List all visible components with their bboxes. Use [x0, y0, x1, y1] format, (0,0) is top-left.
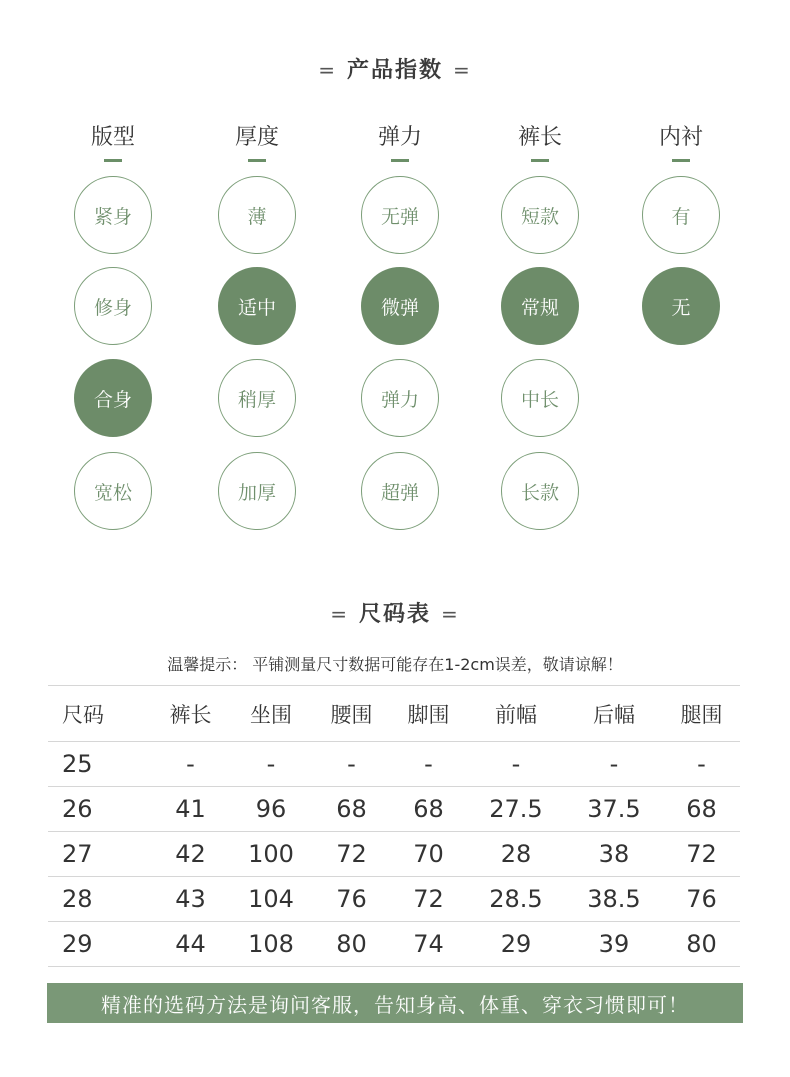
- table-cell: -: [186, 750, 195, 778]
- table-cell: 80: [336, 930, 367, 958]
- table-row: [48, 832, 740, 877]
- category-label: 裤长: [517, 125, 562, 150]
- table-cell: -: [266, 750, 276, 778]
- table-cell: 42: [175, 840, 206, 868]
- category-underline: [248, 159, 266, 162]
- option-circle: 加厚: [218, 452, 296, 530]
- product-index-title-text: 产品指数: [346, 58, 443, 83]
- option-circle: 修身: [74, 267, 152, 345]
- table-cell: 28: [500, 840, 532, 868]
- column-header: 腿围: [680, 702, 723, 727]
- category-underline: [531, 159, 549, 162]
- option-circle: 弹力: [361, 359, 439, 437]
- title-dash-left: =: [330, 602, 349, 626]
- table-cell: 74: [413, 930, 444, 958]
- table-cell: 25: [62, 750, 93, 778]
- option-circle-selected: 微弹: [361, 267, 439, 345]
- category-header: [53, 120, 173, 162]
- column-header: 裤长: [169, 702, 212, 727]
- table-cell: 29: [62, 930, 93, 958]
- option-circle: 超弹: [361, 452, 439, 530]
- product-index-title: [0, 53, 790, 84]
- category-underline: [672, 159, 690, 162]
- table-cell: 72: [336, 840, 367, 868]
- table-cell: 72: [686, 840, 717, 868]
- table-cell: 29: [500, 930, 532, 958]
- option-circle: 长款: [501, 452, 579, 530]
- table-cell: -: [511, 750, 521, 778]
- table-row: [48, 742, 740, 787]
- table-cell: 76: [336, 885, 367, 913]
- table-cell: 72: [413, 885, 444, 913]
- option-circle: 有: [642, 176, 720, 254]
- column-header: 腰围: [330, 702, 373, 727]
- table-cell: 108: [248, 930, 294, 958]
- table-cell: 96: [255, 795, 287, 823]
- size-table-body: [48, 742, 740, 967]
- size-table: [48, 685, 740, 967]
- option-circle: 薄: [218, 176, 296, 254]
- table-cell: 104: [248, 885, 294, 913]
- category-label: 版型: [90, 125, 135, 150]
- table-row: [48, 787, 740, 832]
- table-cell: -: [697, 750, 706, 778]
- column-header: 后幅: [592, 702, 635, 727]
- category-header: [621, 120, 741, 162]
- table-cell: 68: [686, 795, 717, 823]
- category-underline: [104, 159, 122, 162]
- table-row: [48, 877, 740, 922]
- option-circle: 中长: [501, 359, 579, 437]
- column-header: 坐围: [250, 702, 292, 727]
- table-cell: 28.5: [489, 885, 543, 913]
- table-cell: 27: [62, 840, 93, 868]
- table-cell: 41: [175, 795, 206, 823]
- table-cell: 28: [62, 885, 93, 913]
- category-label: 厚度: [234, 125, 279, 150]
- table-cell: 76: [686, 885, 717, 913]
- category-underline: [391, 159, 409, 162]
- table-cell: 100: [248, 840, 294, 868]
- category-header: [340, 120, 460, 162]
- measurement-tip: 温馨提示： 平铺测量尺寸数据可能存在1-2cm误差，敬请谅解！: [167, 655, 623, 674]
- column-header: 前幅: [494, 702, 537, 727]
- category-label: 弹力: [377, 125, 422, 150]
- title-dash-left: =: [318, 58, 337, 82]
- table-cell: 27.5: [489, 795, 543, 823]
- category-label: 内衬: [658, 125, 703, 150]
- table-cell: 26: [62, 795, 93, 823]
- table-cell: 38: [598, 840, 630, 868]
- table-cell: 68: [336, 795, 367, 823]
- table-cell: 37.5: [587, 795, 641, 823]
- title-dash-right: =: [441, 602, 460, 626]
- option-circle: 紧身: [74, 176, 152, 254]
- column-header: 尺码: [62, 702, 104, 727]
- option-circle-selected: 无: [642, 267, 720, 345]
- size-chart-title-text: 尺码表: [358, 602, 431, 627]
- option-circle: 稍厚: [218, 359, 296, 437]
- table-row: [48, 922, 740, 967]
- title-dash-right: =: [453, 58, 472, 82]
- table-cell: 44: [175, 930, 206, 958]
- table-cell: 80: [686, 930, 717, 958]
- option-circle: 宽松: [74, 452, 152, 530]
- category-header: [480, 120, 600, 162]
- option-circle: 无弹: [361, 176, 439, 254]
- option-circle: 短款: [501, 176, 579, 254]
- table-cell: 39: [598, 930, 630, 958]
- option-circle-selected: 适中: [218, 267, 296, 345]
- table-cell: -: [424, 750, 433, 778]
- size-table-header: [48, 686, 740, 742]
- column-header: 脚围: [407, 702, 450, 727]
- table-cell: 68: [413, 795, 444, 823]
- category-header: [197, 120, 317, 162]
- table-cell: 70: [413, 840, 444, 868]
- table-cell: -: [347, 750, 356, 778]
- table-cell: 43: [175, 885, 206, 913]
- option-circle-selected: 常规: [501, 267, 579, 345]
- size-chart-title: [0, 597, 790, 628]
- table-cell: -: [609, 750, 619, 778]
- option-circle-selected: 合身: [74, 359, 152, 437]
- table-cell: 38.5: [587, 885, 641, 913]
- footer-banner: 精准的选码方法是询问客服，告知身高、体重、穿衣习惯即可！: [47, 983, 743, 1023]
